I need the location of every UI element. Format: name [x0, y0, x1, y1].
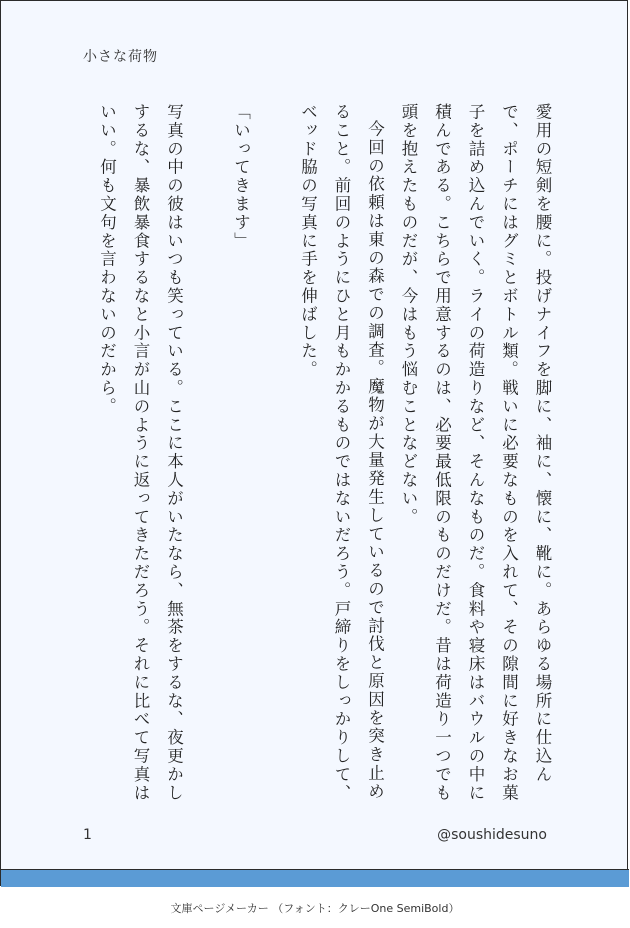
generator-caption: 文庫ページメーカー （フォント：クレーOne SemiBold）	[170, 902, 460, 915]
bottom-accent-bar	[1, 869, 629, 887]
dialogue-line: 「いってきます」	[231, 103, 251, 251]
paragraph-1: 愛用の短剣を腰に。投げナイフを脚に、袖に、懐に、靴に。あらゆる場所に仕込んで、ポーチにはグミとボトル類。戦いに必要なものを入れて、その隙間に好きなお菓子を詰め込んでいく。ライの荷造りなど、そんなものだ。食料や寝床はバウルの中に積んである。こちらで用意するのは、必要最低限のものだけだ。昔は荷造り一つでも頭を抱えたものだが、今はもう悩むことなどない。	[399, 103, 552, 803]
blank-line	[191, 103, 225, 803]
vertical-body-text	[90, 103, 559, 803]
blank-line	[258, 103, 292, 803]
author-handle: @soushidesuno	[437, 827, 547, 843]
page-title: 小さな荷物	[83, 49, 158, 65]
page-number: 1	[83, 827, 92, 843]
paragraph-2: 今回の依頼は東の森での調査。魔物が大量発生しているので討伐と原因を突き止めること。前回のようにひと月もかかるものではないだろう。戸締りをしっかりして、ベッド脇の写真に手を伸ばした。	[298, 103, 385, 803]
paragraph-3: 写真の中の彼はいつも笑っている。ここに本人がいたなら、無茶をするな、夜更かしするな、暴飲暴食するなと小言が山のように返ってきただろう。それに比べて写真はいい。何も文句を言わないのだから。	[97, 103, 184, 803]
